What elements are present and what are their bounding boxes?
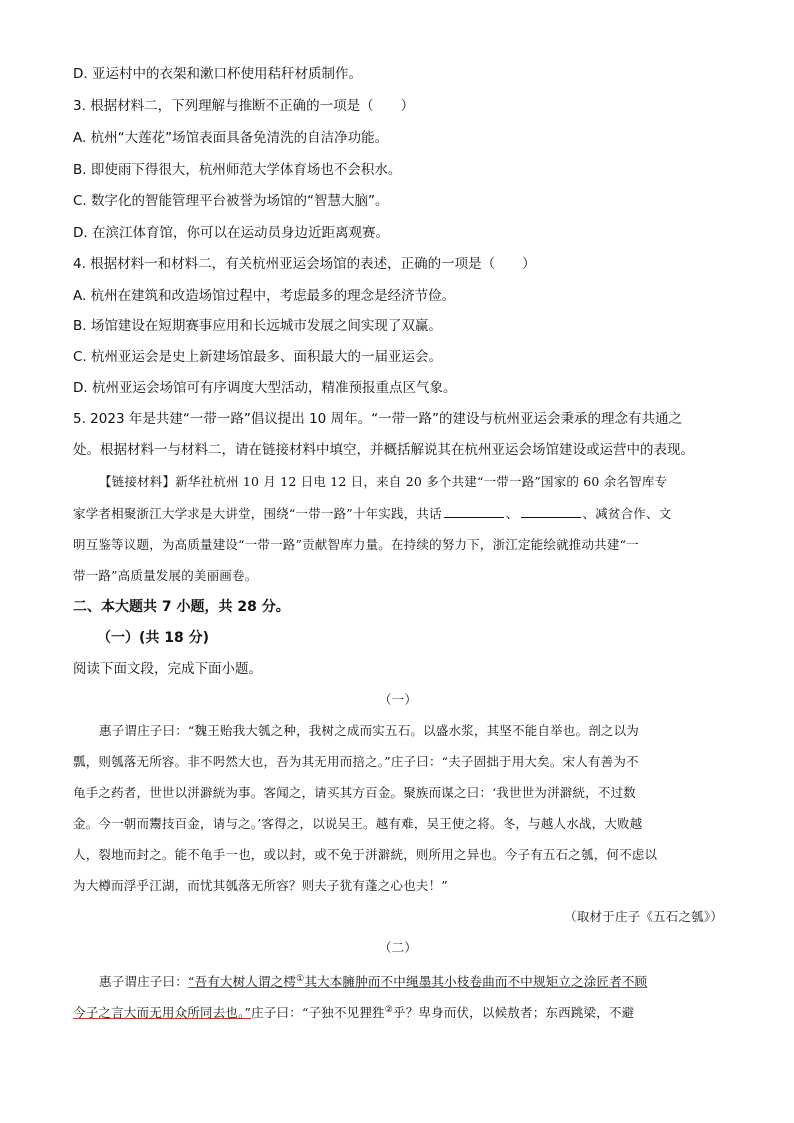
passage-1-line: 人，裂地而封之。能不龟手一也，或以封，或不免于洴澼絖，则所用之异也。今子有五石之瓠，何不虑以 — [73, 847, 658, 862]
passage-1-heading: （一） — [378, 692, 418, 707]
passage-1-source: （取材于庄子《五石之瓠》） — [564, 909, 723, 924]
option-d-q2: D. 亚运村中的衣架和漱口杯使用秸秆材质制作。 — [73, 66, 362, 82]
question-4: 4. 根据材料一和材料二，有关杭州亚运会场馆的表述，正确的一项是（ ） — [73, 256, 536, 272]
passage-2-heading: （二） — [378, 940, 418, 955]
passage-1-line: 龟手之药者，世世以洴澼絖为事。客闻之，请买其方百金。聚族而谋之曰：‘我世世为洴澼絖，不过数 — [73, 785, 636, 800]
passage-2-line — [73, 1000, 723, 1023]
reading-instruction: 阅读下面文段，完成下面小题。 — [73, 661, 262, 677]
link-material-text-end: 、减贫合作、文 — [582, 506, 672, 521]
passage-2-text: 乎？卑身而伏，以候敖者；东西跳梁，不避 — [393, 1005, 635, 1021]
option-c-q3: C. 数字化的智能管理平台被誉为场馆的“智慧大脑”。 — [73, 193, 389, 209]
blank-separator: 、 — [505, 506, 519, 521]
passage-2-speaker: 惠子谓庄子曰： — [99, 974, 188, 990]
passage-1-line: 惠子谓庄子曰：“魏王贻我大瓠之种，我树之成而实五石。以盛水浆，其坚不能自举也。剖之以为 — [99, 723, 639, 738]
underlined-sentence-end: 今子之言大而无用众所同去也。” — [73, 1005, 252, 1021]
question-3: 3. 根据材料二，下列理解与推断不正确的一项是（ ） — [73, 98, 415, 114]
question-5-cont: 处。根据材料一与材料二，请在链接材料中填空，并概括解说其在杭州亚运会场馆建设或运营中的表现。 — [73, 442, 694, 458]
fill-blank-2[interactable] — [521, 505, 581, 518]
footnote-marker-2: ② — [384, 1005, 394, 1015]
option-b-q4: B. 场馆建设在短期赛事应用和长远城市发展之间实现了双赢。 — [73, 318, 442, 334]
option-a-q4: A. 杭州在建筑和改造场馆过程中，考虑最多的理念是经济节俭。 — [73, 288, 456, 304]
footnote-marker-1: ① — [296, 974, 305, 984]
passage-1-line: 为大樽而浮乎江湖，而忧其瓠落无所容？则夫子犹有蓬之心也夫！” — [73, 878, 448, 893]
subsection-heading: （一）(共 18 分) — [97, 630, 210, 646]
option-c-q4: C. 杭州亚运会是史上新建场馆最多、面积最大的一届亚运会。 — [73, 349, 443, 365]
option-b-q3: B. 即使雨下得很大，杭州师范大学体育场也不会积水。 — [73, 162, 402, 178]
section-heading: 二、本大题共 7 小题，共 28 分。 — [73, 599, 290, 615]
passage-2-text: 庄子曰：“子独不见狸狌 — [251, 1005, 385, 1021]
fill-blank-1[interactable] — [444, 505, 504, 518]
underlined-text: 其大本臃肿而不中绳墨其小枝卷曲而不中规矩立之涂匠者不顾 — [304, 974, 648, 990]
link-material-text: 家学者相聚浙江大学求是大讲堂，围绕“一带一路”十年实践，共话 — [73, 506, 442, 521]
passage-1-line: 瓢，则瓠落无所容。非不呺然大也，吾为其无用而掊之。”庄子曰：“夫子固拙于用大矣。宋人有善为不 — [73, 754, 639, 769]
passage-2-line — [99, 969, 723, 992]
option-d-q4: D. 杭州亚运会场馆可有序调度大型活动，精准预报重点区气象。 — [73, 380, 457, 396]
option-a-q3: A. 杭州“大莲花”场馆表面具备免清洗的自洁净功能。 — [73, 130, 389, 146]
underlined-text: “吾有大树人谓之樗 — [187, 974, 297, 990]
option-d-q3: D. 在滨江体育馆，你可以在运动员身边近距离观赛。 — [73, 225, 389, 241]
question-5: 5. 2023 年是共建“一带一路”倡议提出 10 周年。“一带一路”的建设与杭州亚运会秉承的理念有共通之 — [73, 411, 683, 427]
underlined-sentence — [188, 974, 647, 989]
link-material-line2 — [73, 504, 723, 524]
link-material-line1: 【链接材料】新华社杭州 10 月 12 日电 12 日，来自 20 多个共建“一带一路”国家的 60 余名智库专 — [99, 474, 668, 489]
link-material-line4: 带一路”高质量发展的美丽画卷。 — [73, 568, 258, 583]
passage-1-line: 金。今一朝而鬻技百金，请与之。’客得之，以说吴王。越有难，吴王使之将。冬，与越人水战，大败越 — [73, 816, 643, 831]
link-material-line3: 明互鉴等议题，为高质量建设“一带一路”贡献智库力量。在持续的努力下，浙江定能绘就推动共建“一 — [73, 537, 639, 552]
